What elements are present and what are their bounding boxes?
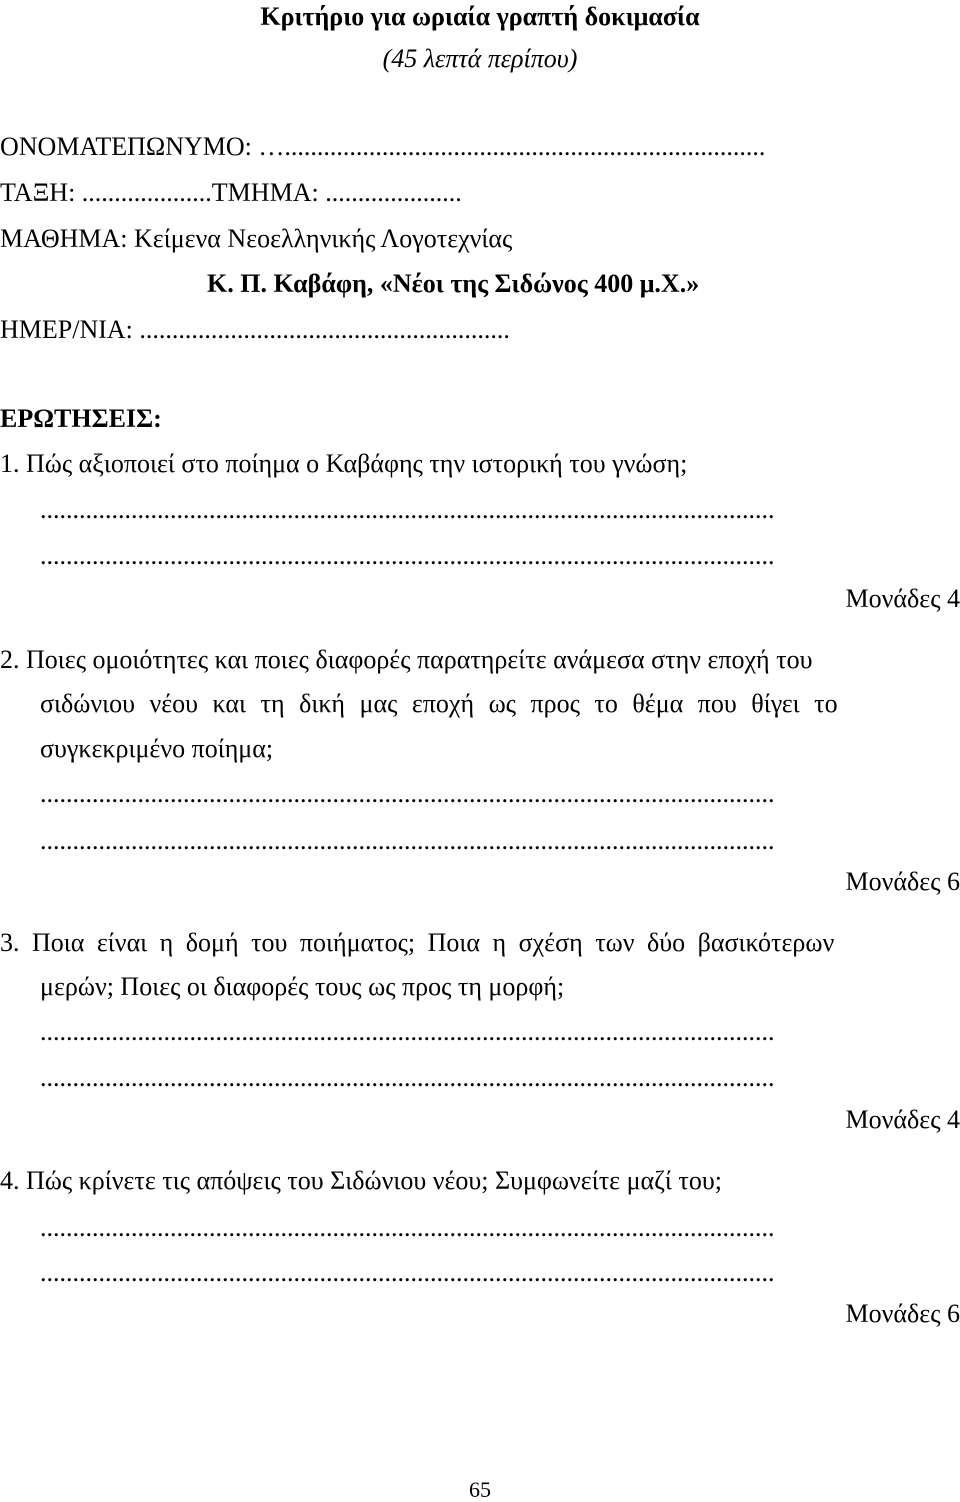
- question-3-text-line-2: μερών; Ποιες οι διαφορές τους ως προς τη μορφή;: [40, 972, 565, 1001]
- question-1-points: Μονάδες 4: [845, 584, 960, 613]
- answer-dotted-line: .................................................................................................................: [40, 1063, 775, 1092]
- question-4-points: Μονάδες 6: [845, 1299, 960, 1328]
- subject-line: ΜΑΘΗΜΑ: Κείμενα Νεοελληνικής Λογοτεχνίας: [0, 224, 513, 253]
- name-field-line: ΟΝΟΜΑΤΕΠΩΝΥΜΟ: …..........................................................................: [0, 132, 766, 161]
- class-field-line: ΤΑΞΗ: ....................ΤΜΗΜΑ: .....................: [0, 178, 462, 207]
- question-3-points: Μονάδες 4: [845, 1105, 960, 1134]
- answer-dotted-line: .................................................................................................................: [40, 1017, 775, 1046]
- question-3-text-line-1: 3. Ποια είναι η δομή του ποιήματος; Ποια η σχέση των δύο βασικότερων: [0, 928, 835, 957]
- poem-title-line: Κ. Π. Καβάφη, «Νέοι της Σιδώνος 400 μ.Χ.»: [207, 269, 700, 298]
- date-field-line: ΗΜΕΡ/ΝΙΑ: .........................................................: [0, 315, 510, 344]
- page-title: Κριτήριο για ωριαία γραπτή δοκιμασία: [260, 2, 700, 31]
- question-4-text: 4. Πώς κρίνετε τις απόψεις του Σιδώνιου νέου; Συμφωνείτε μαζί του;: [0, 1166, 722, 1195]
- answer-dotted-line: .................................................................................................................: [40, 779, 775, 808]
- page-number: 65: [469, 1477, 491, 1502]
- answer-dotted-line: .................................................................................................................: [40, 541, 775, 570]
- question-2-text-line-3: συγκεκριμένο ποίημα;: [40, 734, 274, 763]
- page-subtitle: (45 λεπτά περίπου): [382, 44, 578, 73]
- answer-dotted-line: .................................................................................................................: [40, 1258, 775, 1287]
- question-2-text-line-2: σιδώνιου νέου και τη δική μας εποχή ως προς το θέμα που θίγει το: [40, 689, 838, 718]
- answer-dotted-line: .................................................................................................................: [40, 826, 775, 855]
- questions-heading: ΕΡΩΤΗΣΕΙΣ:: [0, 404, 162, 433]
- question-1-text: 1. Πώς αξιοποιεί στο ποίημα ο Καβάφης την ιστορική του γνώση;: [0, 449, 688, 478]
- question-2-points: Μονάδες 6: [845, 867, 960, 896]
- answer-dotted-line: .................................................................................................................: [40, 495, 775, 524]
- question-2-text-line-1: 2. Ποιες ομοιότητες και ποιες διαφορές παρατηρείτε ανάμεσα στην εποχή του: [0, 645, 813, 674]
- answer-dotted-line: .................................................................................................................: [40, 1213, 775, 1242]
